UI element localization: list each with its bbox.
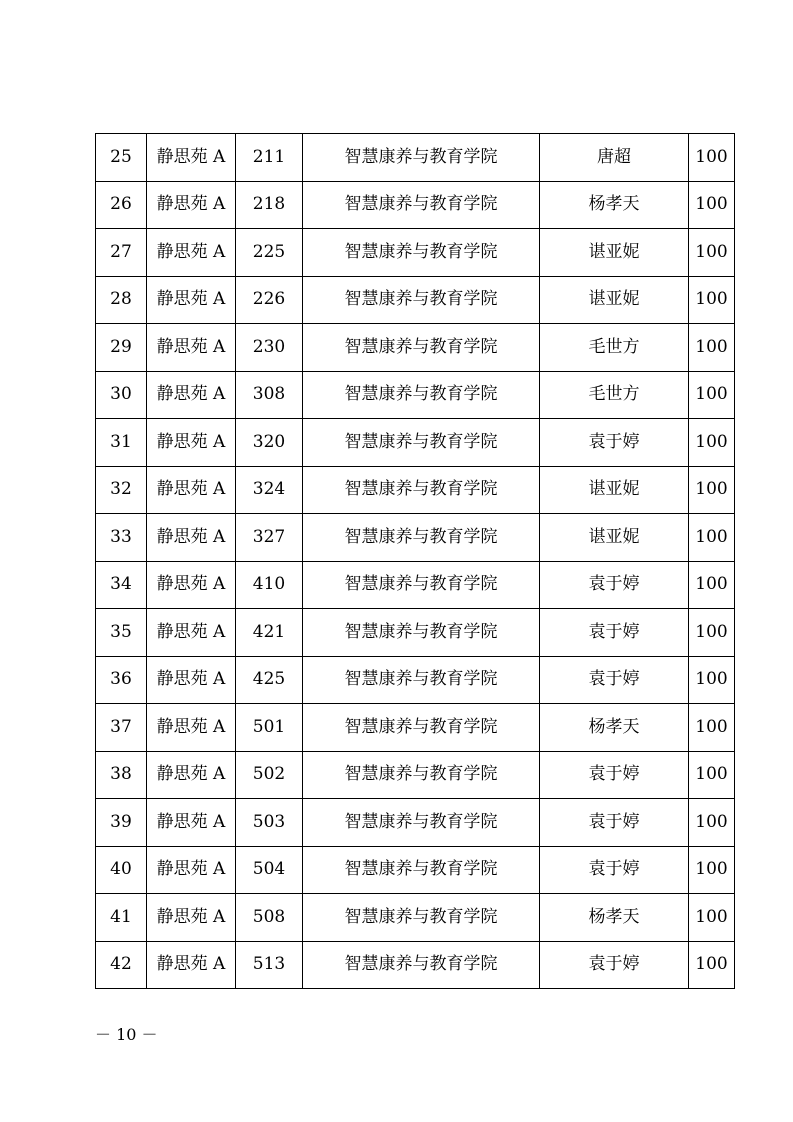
building-name: 静思苑 A — [147, 466, 236, 514]
table-row — [96, 609, 735, 657]
score: 100 — [689, 134, 735, 182]
row-number: 33 — [96, 514, 147, 562]
building-name: 静思苑 A — [147, 704, 236, 752]
score: 100 — [689, 941, 735, 989]
row-number: 27 — [96, 229, 147, 277]
building-name: 静思苑 A — [147, 514, 236, 562]
building-name: 静思苑 A — [147, 419, 236, 467]
row-number: 30 — [96, 371, 147, 419]
room-number: 327 — [236, 514, 303, 562]
room-number: 410 — [236, 561, 303, 609]
row-number: 28 — [96, 276, 147, 324]
building-name: 静思苑 A — [147, 561, 236, 609]
row-number: 38 — [96, 751, 147, 799]
row-number: 29 — [96, 324, 147, 372]
building-name: 静思苑 A — [147, 846, 236, 894]
row-number: 35 — [96, 609, 147, 657]
college-name: 智慧康养与教育学院 — [303, 371, 540, 419]
college-name: 智慧康养与教育学院 — [303, 229, 540, 277]
score: 100 — [689, 466, 735, 514]
person-name: 谌亚妮 — [540, 229, 689, 277]
room-number: 513 — [236, 941, 303, 989]
table-row — [96, 134, 735, 182]
table-row — [96, 466, 735, 514]
building-name: 静思苑 A — [147, 656, 236, 704]
college-name: 智慧康养与教育学院 — [303, 134, 540, 182]
table-row — [96, 181, 735, 229]
score: 100 — [689, 704, 735, 752]
room-number: 324 — [236, 466, 303, 514]
room-number: 508 — [236, 894, 303, 942]
table-row — [96, 846, 735, 894]
table-row — [96, 514, 735, 562]
room-number: 308 — [236, 371, 303, 419]
score: 100 — [689, 324, 735, 372]
building-name: 静思苑 A — [147, 324, 236, 372]
person-name: 袁于婷 — [540, 561, 689, 609]
table-row — [96, 941, 735, 989]
room-number: 225 — [236, 229, 303, 277]
building-name: 静思苑 A — [147, 799, 236, 847]
college-name: 智慧康养与教育学院 — [303, 181, 540, 229]
score: 100 — [689, 181, 735, 229]
score: 100 — [689, 656, 735, 704]
building-name: 静思苑 A — [147, 371, 236, 419]
row-number: 41 — [96, 894, 147, 942]
person-name: 杨孝天 — [540, 894, 689, 942]
score: 100 — [689, 894, 735, 942]
page-number: － 10 － — [95, 1025, 158, 1044]
table-row — [96, 276, 735, 324]
person-name: 唐超 — [540, 134, 689, 182]
table-row — [96, 419, 735, 467]
dormitory-score-table — [95, 133, 735, 989]
room-number: 501 — [236, 704, 303, 752]
score: 100 — [689, 609, 735, 657]
table-row — [96, 561, 735, 609]
building-name: 静思苑 A — [147, 276, 236, 324]
person-name: 杨孝天 — [540, 181, 689, 229]
college-name: 智慧康养与教育学院 — [303, 941, 540, 989]
person-name: 袁于婷 — [540, 799, 689, 847]
row-number: 34 — [96, 561, 147, 609]
college-name: 智慧康养与教育学院 — [303, 846, 540, 894]
person-name: 谌亚妮 — [540, 514, 689, 562]
college-name: 智慧康养与教育学院 — [303, 609, 540, 657]
table-row — [96, 799, 735, 847]
row-number: 36 — [96, 656, 147, 704]
building-name: 静思苑 A — [147, 751, 236, 799]
room-number: 502 — [236, 751, 303, 799]
score: 100 — [689, 799, 735, 847]
person-name: 袁于婷 — [540, 846, 689, 894]
score: 100 — [689, 846, 735, 894]
person-name: 袁于婷 — [540, 656, 689, 704]
score: 100 — [689, 276, 735, 324]
table-row — [96, 324, 735, 372]
college-name: 智慧康养与教育学院 — [303, 561, 540, 609]
row-number: 40 — [96, 846, 147, 894]
row-number: 31 — [96, 419, 147, 467]
college-name: 智慧康养与教育学院 — [303, 324, 540, 372]
college-name: 智慧康养与教育学院 — [303, 751, 540, 799]
table-row — [96, 229, 735, 277]
room-number: 421 — [236, 609, 303, 657]
room-number: 504 — [236, 846, 303, 894]
person-name: 袁于婷 — [540, 609, 689, 657]
college-name: 智慧康养与教育学院 — [303, 894, 540, 942]
college-name: 智慧康养与教育学院 — [303, 466, 540, 514]
row-number: 42 — [96, 941, 147, 989]
room-number: 425 — [236, 656, 303, 704]
college-name: 智慧康养与教育学院 — [303, 799, 540, 847]
building-name: 静思苑 A — [147, 941, 236, 989]
score: 100 — [689, 561, 735, 609]
table-row — [96, 751, 735, 799]
table-row — [96, 894, 735, 942]
row-number: 25 — [96, 134, 147, 182]
person-name: 袁于婷 — [540, 941, 689, 989]
building-name: 静思苑 A — [147, 609, 236, 657]
room-number: 211 — [236, 134, 303, 182]
person-name: 毛世方 — [540, 371, 689, 419]
room-number: 218 — [236, 181, 303, 229]
room-number: 226 — [236, 276, 303, 324]
building-name: 静思苑 A — [147, 134, 236, 182]
score: 100 — [689, 371, 735, 419]
room-number: 503 — [236, 799, 303, 847]
table-row — [96, 371, 735, 419]
score: 100 — [689, 514, 735, 562]
person-name: 毛世方 — [540, 324, 689, 372]
score: 100 — [689, 229, 735, 277]
row-number: 39 — [96, 799, 147, 847]
college-name: 智慧康养与教育学院 — [303, 276, 540, 324]
row-number: 37 — [96, 704, 147, 752]
person-name: 杨孝天 — [540, 704, 689, 752]
college-name: 智慧康养与教育学院 — [303, 514, 540, 562]
person-name: 谌亚妮 — [540, 276, 689, 324]
room-number: 230 — [236, 324, 303, 372]
row-number: 32 — [96, 466, 147, 514]
person-name: 袁于婷 — [540, 751, 689, 799]
college-name: 智慧康养与教育学院 — [303, 704, 540, 752]
building-name: 静思苑 A — [147, 229, 236, 277]
row-number: 26 — [96, 181, 147, 229]
building-name: 静思苑 A — [147, 181, 236, 229]
person-name: 谌亚妮 — [540, 466, 689, 514]
score: 100 — [689, 751, 735, 799]
person-name: 袁于婷 — [540, 419, 689, 467]
building-name: 静思苑 A — [147, 894, 236, 942]
table-row — [96, 656, 735, 704]
college-name: 智慧康养与教育学院 — [303, 419, 540, 467]
table-row — [96, 704, 735, 752]
college-name: 智慧康养与教育学院 — [303, 656, 540, 704]
room-number: 320 — [236, 419, 303, 467]
score: 100 — [689, 419, 735, 467]
